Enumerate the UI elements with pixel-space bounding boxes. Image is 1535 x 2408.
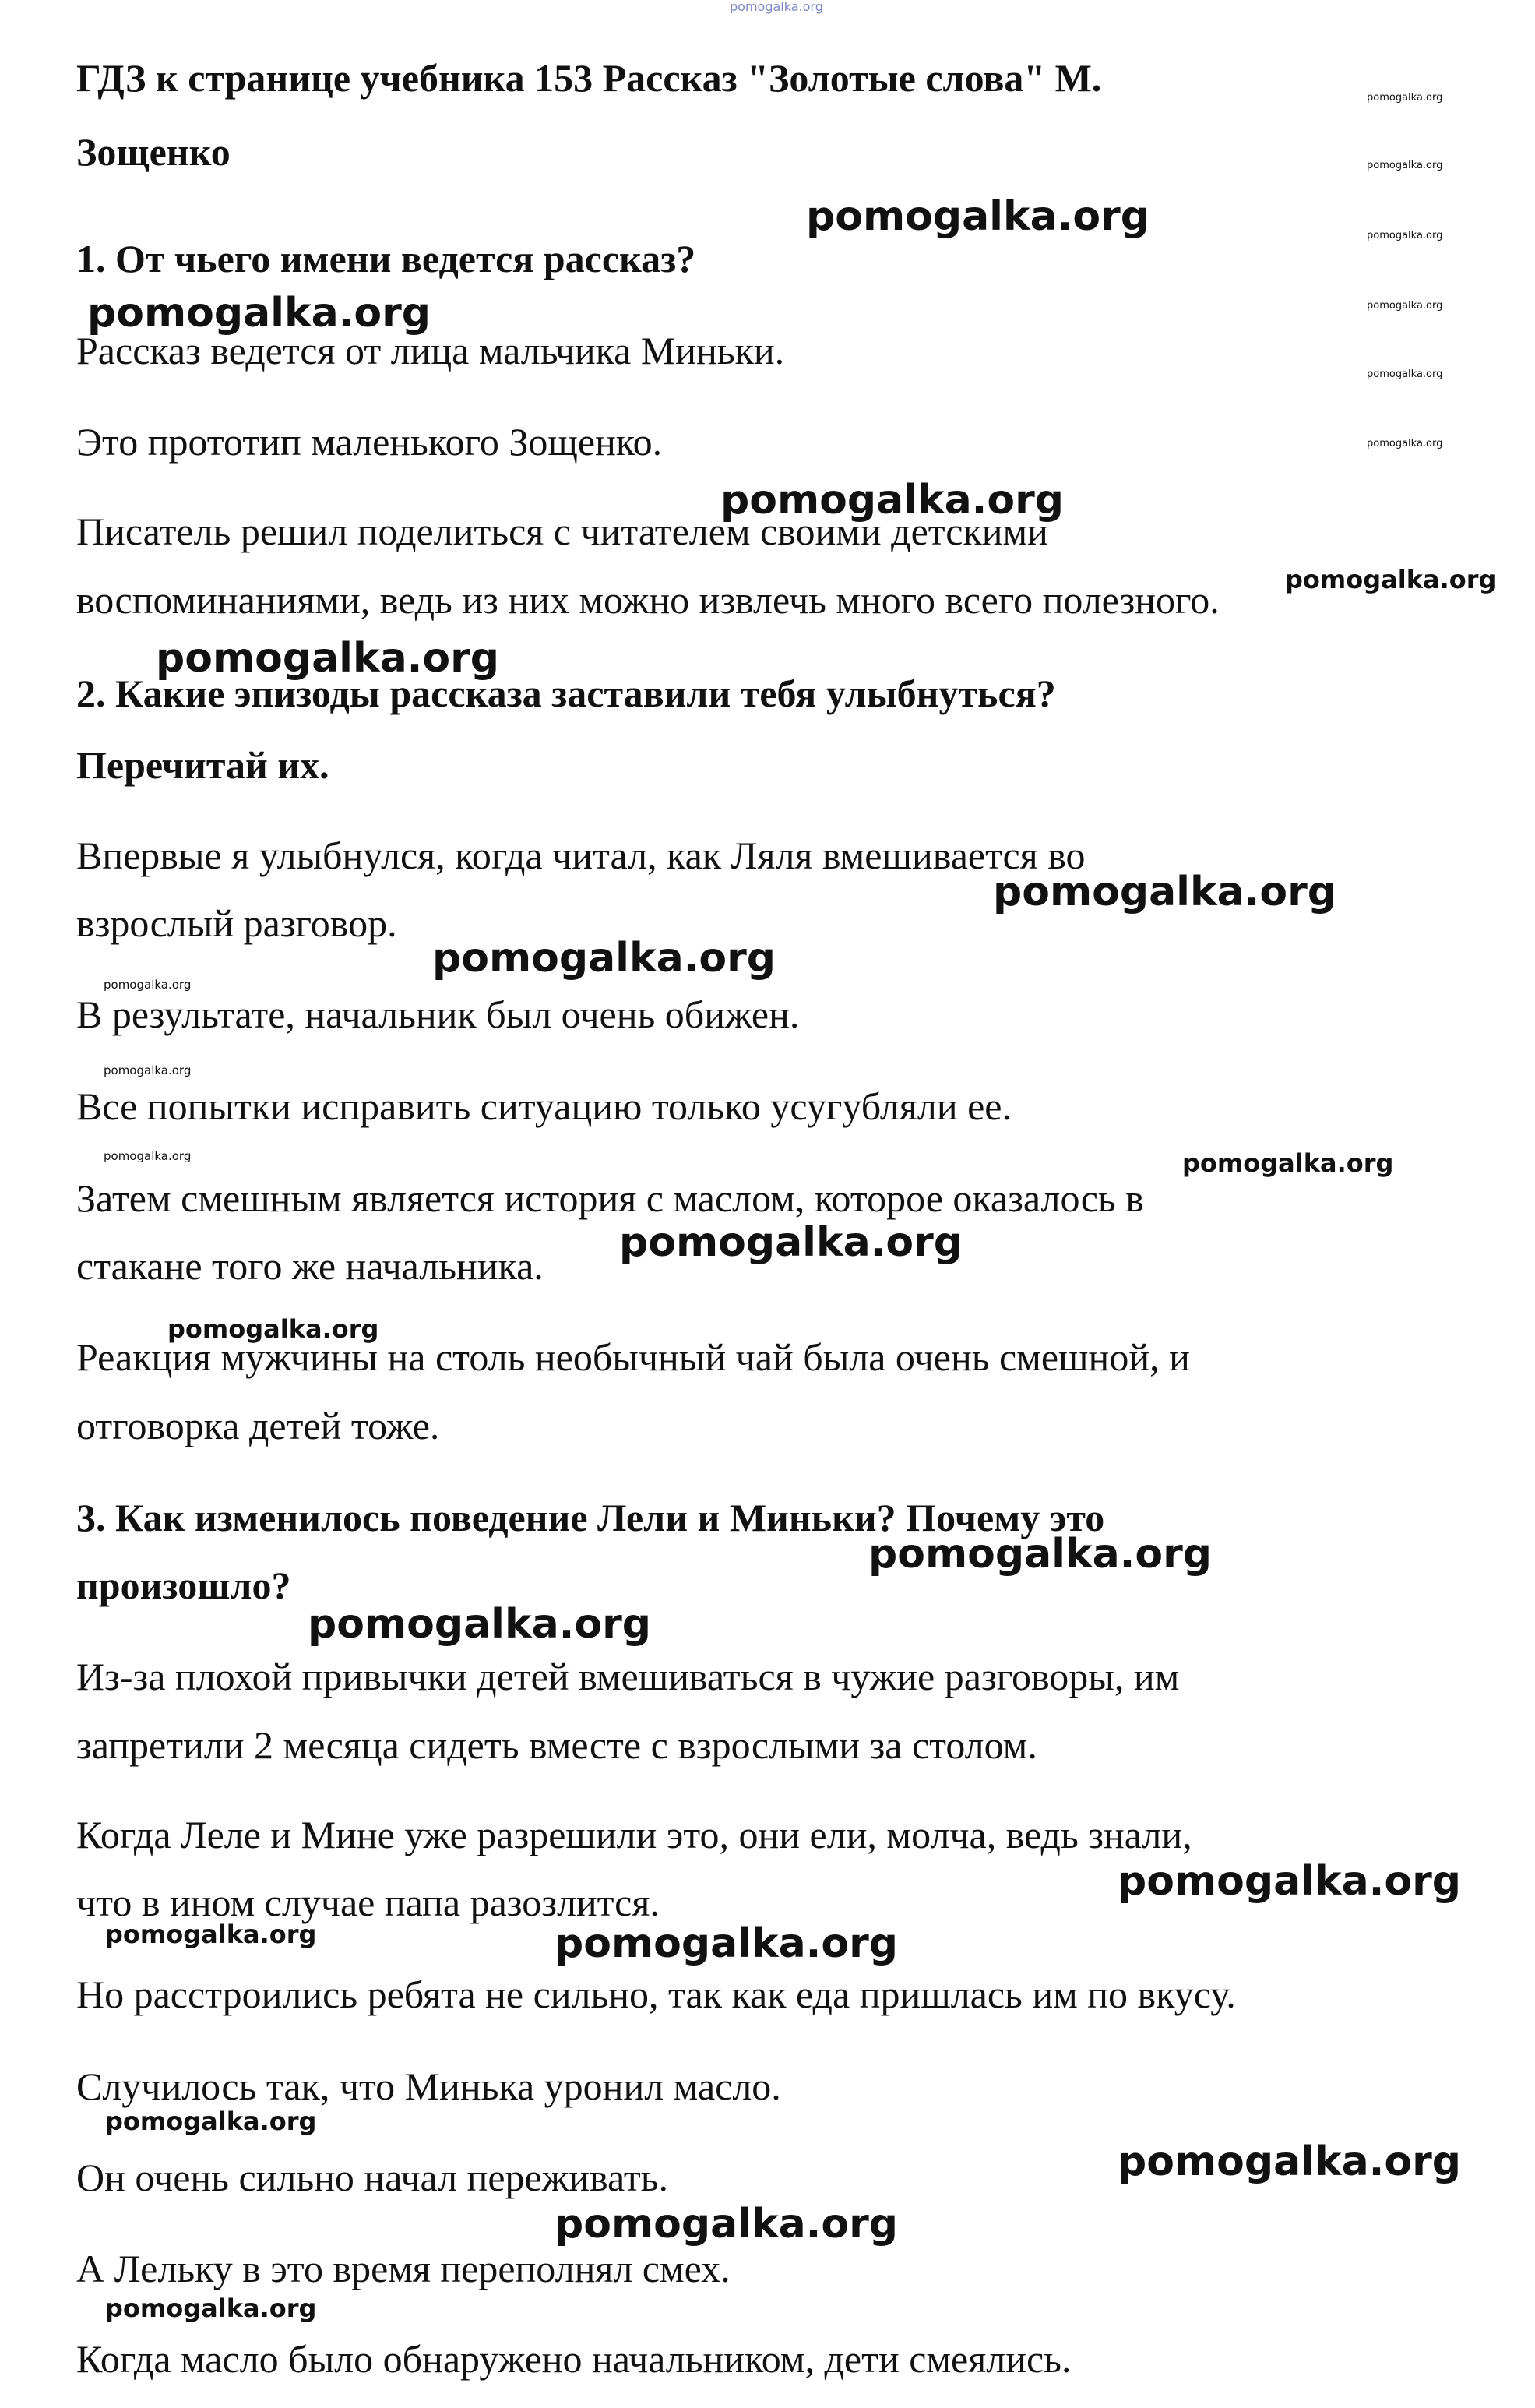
watermark: pomogalka.org (720, 477, 1065, 524)
answer-3-paragraph-1-line-1: Из-за плохой привычки детей вмешиваться в чужие разговоры, им (76, 1655, 1180, 1698)
watermark: pomogalka.org (308, 1601, 652, 1648)
page-title-line-2: Зощенко (76, 130, 231, 174)
watermark: pomogalka.org (104, 1063, 192, 1077)
watermark: pomogalka.org (1118, 1858, 1462, 1905)
answer-2-paragraph-2: В результате, начальник был очень обижен. (76, 992, 800, 1036)
watermark: pomogalka.org (1367, 160, 1443, 171)
watermark: pomogalka.org (1367, 92, 1443, 104)
answer-2-paragraph-1-line-1: Впервые я улыбнулся, когда читал, как Ляля вмешивается во (76, 834, 1086, 877)
page-title-line-1: ГДЗ к странице учебника 153 Рассказ "Золотые слова" М. (76, 56, 1102, 100)
answer-3-paragraph-2-line-2: что в ином случае папа разозлится. (76, 1881, 660, 1924)
header-watermark: pomogalka.org (730, 0, 823, 14)
answer-1-paragraph-3-line-2: воспоминаниями, ведь из них можно извлечь много всего полезного. (76, 578, 1220, 622)
answer-3-paragraph-5: Он очень сильно начал переживать. (76, 2156, 669, 2199)
watermark: pomogalka.org (1367, 230, 1443, 242)
answer-3-paragraph-6: А Лельку в это время переполнял смех. (76, 2247, 731, 2290)
watermark: pomogalka.org (993, 869, 1337, 915)
question-2-heading-line-2: Перечитай их. (76, 743, 329, 787)
answer-2-paragraph-4-line-2: стакане того же начальника. (76, 1244, 544, 1288)
watermark: pomogalka.org (1367, 300, 1443, 312)
watermark: pomogalka.org (105, 1920, 317, 1949)
watermark: pomogalka.org (1285, 565, 1497, 594)
answer-1-paragraph-2: Это прототип маленького Зощенко. (76, 420, 663, 464)
watermark: pomogalka.org (1182, 1148, 1394, 1178)
answer-3-paragraph-1-line-2: запретили 2 месяца сидеть вместе с взрослыми за столом. (76, 1723, 1037, 1767)
watermark: pomogalka.org (1367, 368, 1443, 380)
answer-2-paragraph-3: Все попытки исправить ситуацию только усугубляли ее. (76, 1084, 1012, 1128)
answer-2-paragraph-5-line-2: отговорка детей тоже. (76, 1404, 440, 1447)
watermark: pomogalka.org (167, 1314, 379, 1344)
answer-3-paragraph-3: Но расстроились ребята не сильно, так как еда пришлась им по вкусу. (76, 1973, 1236, 2016)
question-3-heading-line-1: 3. Как изменилось поведение Лели и Миньки? Почему это (76, 1496, 1105, 1539)
answer-3-paragraph-2-line-1: Когда Леле и Мине уже разрешили это, они ели, молча, ведь знали, (76, 1813, 1192, 1856)
watermark: pomogalka.org (87, 290, 431, 337)
question-3-heading-line-2: произошло? (76, 1564, 291, 1607)
watermark: pomogalka.org (1367, 438, 1443, 450)
watermark: pomogalka.org (105, 2107, 317, 2136)
answer-2-paragraph-5-line-1: Реакция мужчины на столь необычный чай была очень смешной, и (76, 1335, 1190, 1379)
answer-1-paragraph-1: Рассказ ведется от лица мальчика Миньки. (76, 329, 785, 372)
answer-1-paragraph-3-line-1: Писатель решил поделиться с читателем своими детскими (76, 509, 1048, 553)
question-2-heading-line-1: 2. Какие эпизоды рассказа заставили тебя улыбнуться? (76, 672, 1056, 715)
answer-2-paragraph-4-line-1: Затем смешным является история с маслом, которое оказалось в (76, 1176, 1144, 1220)
answer-3-paragraph-7: Когда масло было обнаружено начальником, дети смеялись. (76, 2337, 1072, 2381)
watermark: pomogalka.org (806, 193, 1150, 240)
watermark: pomogalka.org (104, 978, 192, 992)
watermark: pomogalka.org (555, 1920, 899, 1967)
watermark: pomogalka.org (104, 1149, 192, 1163)
watermark: pomogalka.org (555, 2201, 899, 2248)
watermark: pomogalka.org (619, 1219, 963, 1266)
answer-2-paragraph-1-line-2: взрослый разговор. (76, 901, 397, 945)
watermark: pomogalka.org (156, 635, 500, 682)
question-1-heading: 1. От чьего имени ведется рассказ? (76, 237, 696, 280)
answer-3-paragraph-4: Случилось так, что Минька уронил масло. (76, 2064, 781, 2108)
watermark: pomogalka.org (1118, 2138, 1462, 2185)
watermark: pomogalka.org (868, 1531, 1213, 1578)
watermark: pomogalka.org (105, 2293, 317, 2323)
watermark: pomogalka.org (432, 935, 776, 982)
